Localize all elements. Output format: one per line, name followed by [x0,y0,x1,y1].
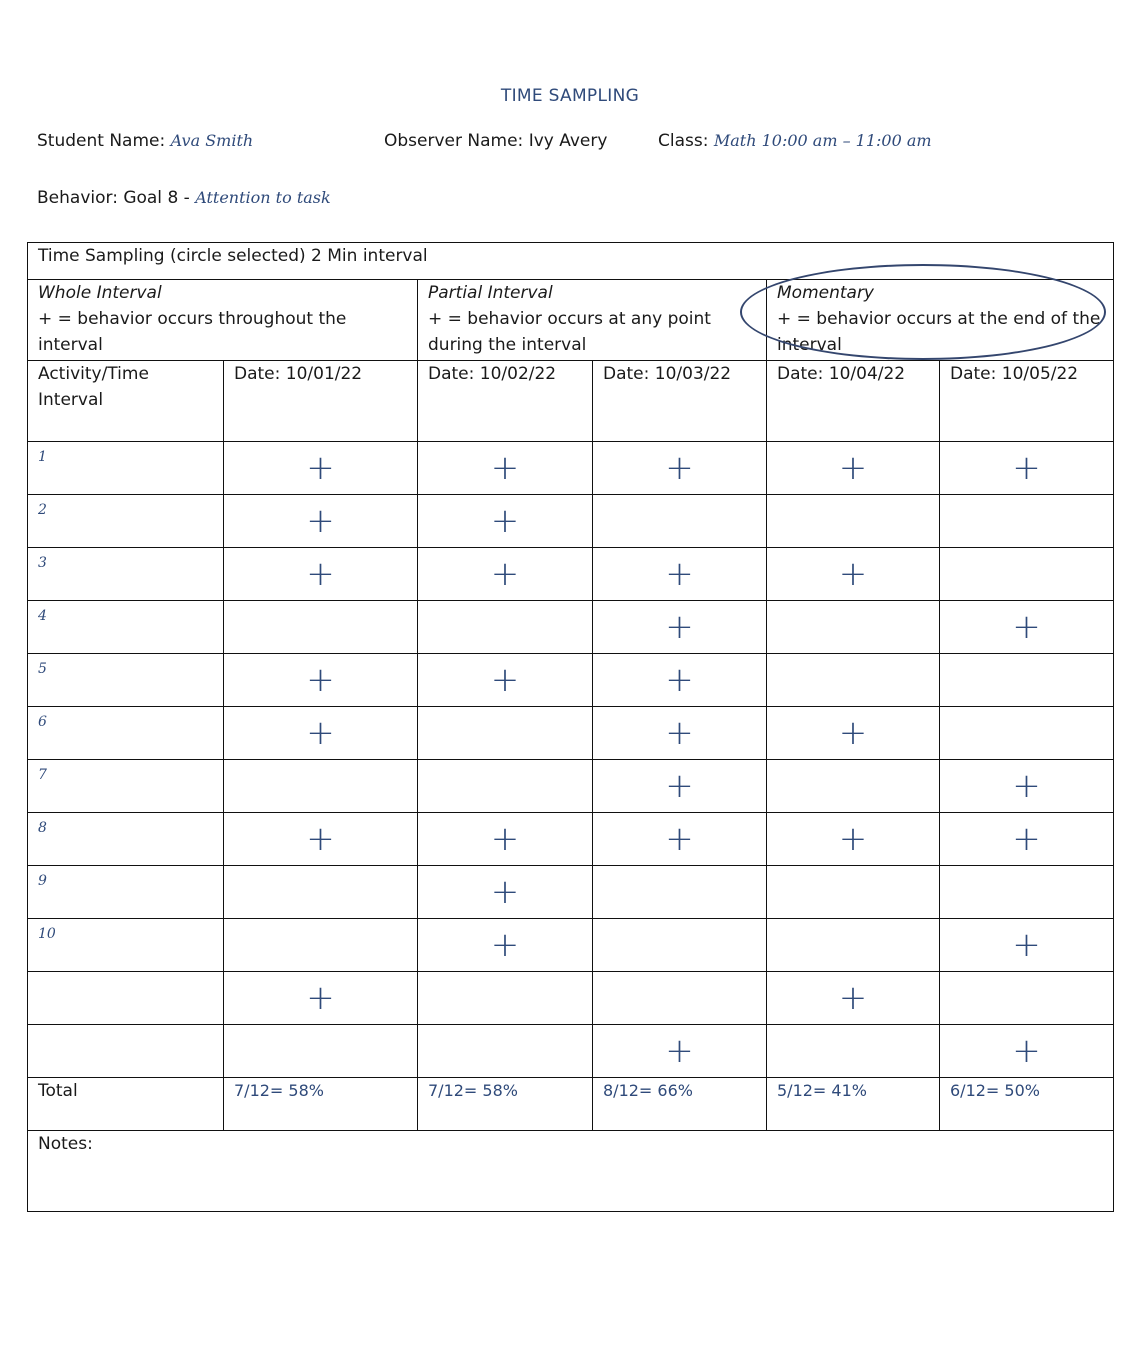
empty-cell [767,866,940,919]
plus-mark: + [224,654,418,707]
plus-mark: + [940,442,1114,495]
interval-number: 8 [28,813,224,866]
plus-mark: + [940,601,1114,654]
behavior-value: Attention to task [195,188,331,207]
interval-number: 5 [28,654,224,707]
empty-cell [224,919,418,972]
plus-mark: + [224,972,418,1025]
total-value: 6/12= 50% [940,1078,1114,1131]
plus-mark: + [767,548,940,601]
column-header-date: Date: 10/04/22 [767,361,940,442]
table-row [28,707,1114,760]
empty-cell [418,1025,593,1078]
observer-name-value: Ivy Avery [528,131,608,151]
empty-cell [767,601,940,654]
total-value: 5/12= 41% [767,1078,940,1131]
empty-cell [940,972,1114,1025]
mode-name: Momentary [777,283,874,303]
mode-whole-interval [28,280,418,361]
total-row [28,1078,1114,1131]
empty-cell [767,760,940,813]
time-sampling-table [27,242,1114,1212]
interval-number: 2 [28,495,224,548]
mode-description: + = behavior occurs at any point during the interval [428,309,711,355]
notes-row [28,1131,1114,1212]
table-row [28,813,1114,866]
table-heading: Time Sampling (circle selected) 2 Min interval [28,243,1114,280]
page-title: TIME SAMPLING [500,86,640,106]
class-value: Math 10:00 am – 11:00 am [713,131,932,150]
plus-mark: + [767,813,940,866]
plus-mark: + [593,548,767,601]
empty-cell [224,866,418,919]
empty-cell [940,495,1114,548]
table-row [28,601,1114,654]
interval-number: 9 [28,866,224,919]
plus-mark: + [418,866,593,919]
interval-number: 10 [28,919,224,972]
plus-mark: + [593,760,767,813]
interval-number [28,1025,224,1078]
plus-mark: + [593,601,767,654]
plus-mark: + [767,972,940,1025]
plus-mark: + [593,1025,767,1078]
mode-momentary [767,280,1114,361]
table-row [28,654,1114,707]
empty-cell [593,919,767,972]
mode-description: + = behavior occurs throughout the interval [38,309,347,355]
total-value: 7/12= 58% [418,1078,593,1131]
plus-mark: + [224,813,418,866]
interval-number: 1 [28,442,224,495]
column-header-date: Date: 10/02/22 [418,361,593,442]
notes-label: Notes: [28,1131,1114,1212]
interval-number: 4 [28,601,224,654]
interval-number: 3 [28,548,224,601]
total-value: 8/12= 66% [593,1078,767,1131]
plus-mark: + [418,654,593,707]
table-row [28,972,1114,1025]
mode-name: Whole Interval [38,283,162,303]
empty-cell [593,972,767,1025]
behavior-label: Behavior: Goal 8 - [37,188,190,208]
plus-mark: + [418,442,593,495]
observer-name-field [384,131,607,151]
empty-cell [940,654,1114,707]
plus-mark: + [418,919,593,972]
plus-mark: + [767,707,940,760]
plus-mark: + [593,707,767,760]
mode-description: + = behavior occurs at the end of the interval [777,309,1101,355]
total-label: Total [28,1078,224,1131]
plus-mark: + [940,760,1114,813]
column-header-activity: Activity/Time Interval [28,361,224,442]
empty-cell [767,919,940,972]
empty-cell [224,1025,418,1078]
total-value: 7/12= 58% [224,1078,418,1131]
plus-mark: + [593,813,767,866]
interval-number [28,972,224,1025]
behavior-field [37,188,331,208]
table-row [28,495,1114,548]
empty-cell [940,707,1114,760]
empty-cell [767,495,940,548]
table-row [28,442,1114,495]
plus-mark: + [418,548,593,601]
plus-mark: + [224,707,418,760]
class-label: Class: [658,131,709,151]
plus-mark: + [767,442,940,495]
plus-mark: + [593,654,767,707]
student-name-value: Ava Smith [170,131,254,150]
empty-cell [940,866,1114,919]
plus-mark: + [224,495,418,548]
empty-cell [593,866,767,919]
plus-mark: + [224,442,418,495]
empty-cell [418,707,593,760]
student-name-field [37,131,253,151]
empty-cell [224,760,418,813]
empty-cell [418,760,593,813]
empty-cell [940,548,1114,601]
plus-mark: + [940,813,1114,866]
column-header-date: Date: 10/05/22 [940,361,1114,442]
plus-mark: + [940,1025,1114,1078]
table-row [28,760,1114,813]
empty-cell [767,1025,940,1078]
mode-partial-interval [418,280,767,361]
student-name-label: Student Name: [37,131,166,151]
interval-number: 6 [28,707,224,760]
empty-cell [767,654,940,707]
plus-mark: + [593,442,767,495]
plus-mark: + [224,548,418,601]
mode-name: Partial Interval [428,283,553,303]
interval-number: 7 [28,760,224,813]
empty-cell [224,601,418,654]
observer-name-label: Observer Name: [384,131,524,151]
empty-cell [418,601,593,654]
empty-cell [593,495,767,548]
column-header-date: Date: 10/01/22 [224,361,418,442]
table-row [28,919,1114,972]
plus-mark: + [418,813,593,866]
class-field [658,131,932,151]
table-row [28,548,1114,601]
empty-cell [418,972,593,1025]
plus-mark: + [940,919,1114,972]
table-row [28,866,1114,919]
column-header-date: Date: 10/03/22 [593,361,767,442]
table-row [28,1025,1114,1078]
plus-mark: + [418,495,593,548]
